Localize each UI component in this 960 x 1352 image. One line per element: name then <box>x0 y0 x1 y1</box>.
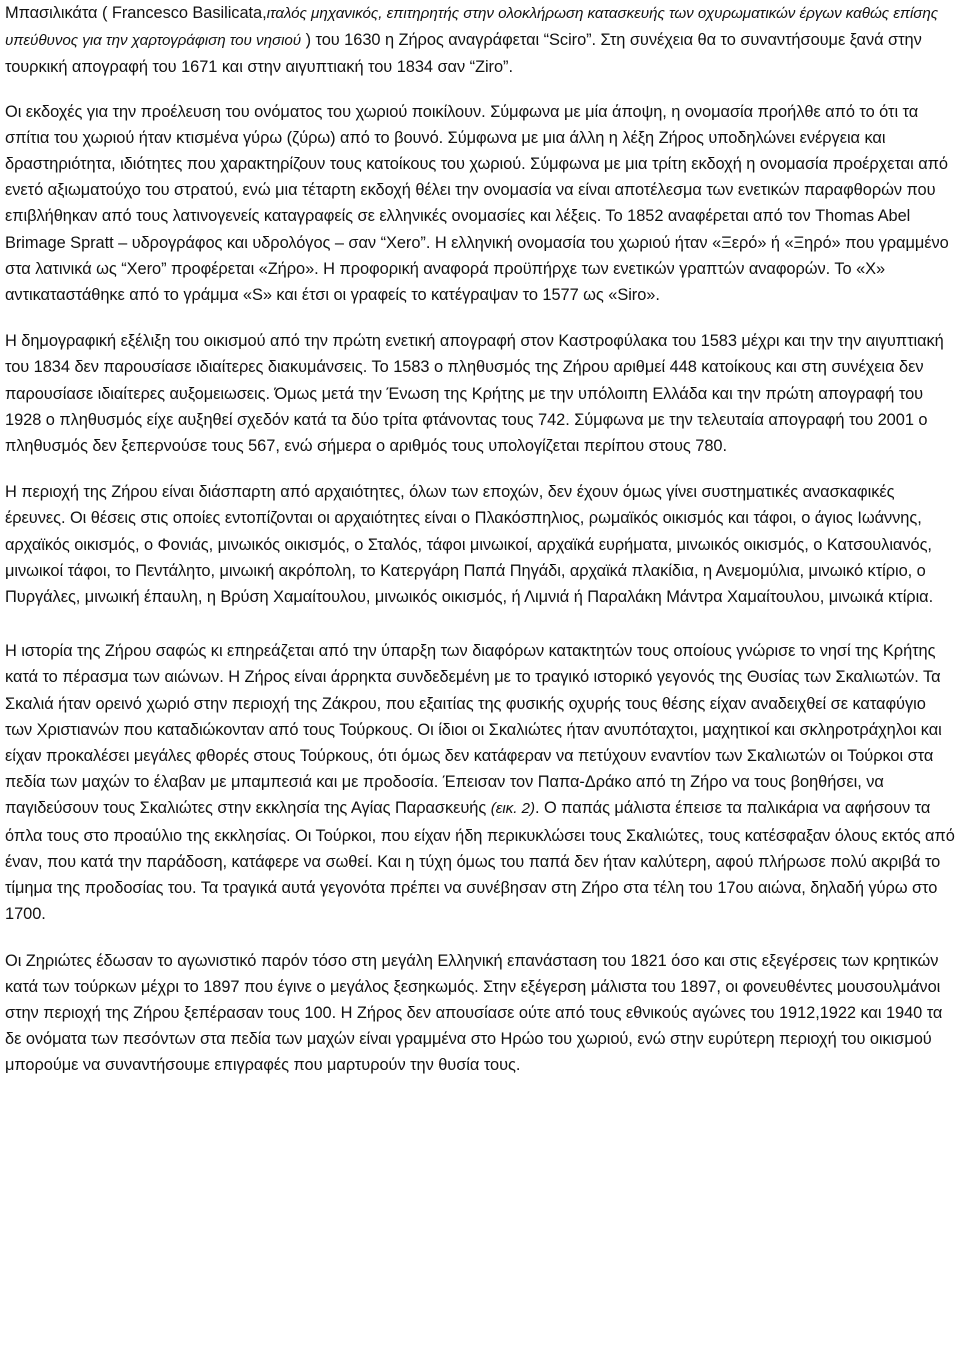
figure-reference: (εικ. 2) <box>490 800 535 818</box>
text-segment: Η ιστορία της Ζήρου σαφώς κι επηρεάζεται από την ύπαρξη των διαφόρων κατακτητών τους οποίους γνώρισε το νησί της Κρήτης κατά το πέρασμα των αιώνων. Η Ζήρος είναι άρρηκτα συνδεδεμένη με το τραγικό ιστορικό γεγονός της Θυσίας των Σκαλιωτών. Τα Σκαλιά ήταν ορεινό χωριό στην περιοχή της Ζάκρου, που εξαιτίας της φυσικής οχυρής τους θέσης είχαν αναδειχθεί σε καταφύγιο των Χριστιανών που καταδιώκονταν από τους Τούρκους. Οι ίδιοι οι Σκαλιώτες ήταν ανυπόταχτοι, μαχητικοί και σκληροτράχηλοι και είχαν προκαλέσει μεγάλες φθορές στους Τούρκους, ότι όμως δεν κατάφεραν να πετύχουν εναντίον των Σκαλιωτών οι Τούρκοι στα πεδία των μαχών το έλαβαν με μπαμπεσιά και με προδοσία. Έπεισαν τον Παπα-Δράκο από τη Ζήρο να τους βοηθήσει, να παγιδεύσουν τους Σκαλιώτες στην εκκλησία της Αγίας Παρασκευής <box>5 642 942 818</box>
paragraph-antiquities <box>5 479 955 610</box>
document-page <box>5 0 955 1079</box>
text-segment: Οι εκδοχές για την προέλευση του ονόματος του χωριού ποικίλουν. Σύμφωνα με μία άποψη, η ονομασία προήλθε από το ότι τα σπίτια του χωριού ήταν κτισμένα γύρω (ζύρω) από το βουνό. Σύμφωνα με μια άλλη η λέξη Ζήρος υποδηλώνει ενέργεια και δραστηριότητα, ιδιότητες που χαρακτηρίζουν τους κατοίκους του χωριού. Σύμφωνα με μια τρίτη εκδοχή η ονομασία προέρχεται από ενετό αξιωματούχο του στρατού, ενώ μια τέταρτη εκδοχή θέλει την ονομασία να είναι αποτέλεσμα των ενετικών παραφθορών που επιβλήθηκαν από τους λατινογενείς καταγραφείς σε ελληνικές ονομασίες και λέξεις. Το 1852 αναφέρεται από τον Thomas Abel Brimage Spratt – υδρογράφος και υδρολόγος – σαν “Xero”. Η ελληνική ονομασία του χωριού ήταν «Ξερό» ή «Ξηρό» που γραμμένο στα λατινικά ως “Xero” προφέρεται «Ζήρο». Η προφορική αναφορά προϋπήρχε των ενετικών γραπτών αναφορών. Το «Χ» αντικαταστάθηκε από το γράμμα «S» και έτσι οι γραφείς το κατέγραψαν το 1577 ως «Siro». <box>5 102 949 305</box>
text-segment: Η περιοχή της Ζήρου είναι διάσπαρτη από αρχαιότητες, όλων των εποχών, δεν έχουν όμως γίνει συστηματικές ανασκαφικές έρευνες. Οι θέσεις στις οποίες εντοπίζονται οι αρχαιότητες είναι ο Πλακόσπηλιος, ρωμαϊκός οικισμός και τάφοι, ο άγιος Ιωάννης, αρχαϊκός οικισμός, ο Φονιάς, μινωικός οικισμός, ο Σταλός, τάφοι μινωικοί, αρχαϊκά ευρήματα, μινωικός οικισμός, ο Κατσουλιανός, μινωικοί τάφοι, το Πεντάλητο, μινωική ακρόπολη, το Κατεργάρη Παπά Πηγάδι, αρχαϊκά πλακίδια, η Ανεμομύλια, μινωικό κτίριο, ο Πυργάλες, μινωική έπαυλη, η Βρύση Χαμαίτουλου, μινωικός οικισμός, ή Λιμνιά ή Παραλάκη Μάντρα Χαμαίτουλου, μινωικά κτίρια. <box>5 483 934 607</box>
paragraph-demographics <box>5 328 955 459</box>
text-segment: Οι Ζηριώτες έδωσαν το αγωνιστικό παρόν τόσο στη μεγάλη Ελληνική επανάσταση του 1821 όσο και στις εξεγέρσεις των κρητικών κατά των τούρκων μέχρι το 1897 που έγινε ο μεγάλος ξεσηκωμός. Στην εξέγερση μάλιστα του 1897, οι φονευθέντες μουσουλμάνοι στην περιοχή της Ζήρου ξεπέρασαν τους 100. Η Ζήρος δεν απουσίασε ούτε από τους εθνικούς αγώνες του 1912,1922 και 1940 τα δε ονόματα των πεσόντων στα πεδία των μαχών είναι γραμμένα στο Ηρώο του χωριού, ενώ στην ευρύτερη περιοχή του οικισμού μπορούμε να συναντήσουμε επιγραφές που μαρτυρούν την θυσία τους. <box>5 951 943 1075</box>
paragraph-struggles <box>5 948 955 1079</box>
paragraph-name-origin <box>5 99 955 309</box>
text-segment: Η δημογραφική εξέλιξη του οικισμού από την πρώτη ενετική απογραφή στον Καστροφύλακα του 1583 μέχρι και την την αιγυπτιακή του 1834 δεν παρουσίασε ιδιαίτερες διακυμάνσεις. Το 1583 ο πληθυσμός της Ζήρου αριθμεί 448 κατοίκους και στη συνέχεια δεν παρουσίασε ιδιαίτερες αυξομειωσεις. Όμως μετά την Ένωση της Κρήτης με την υπόλοιπη Ελλάδα και την πρώτη απογραφή του 1928 ο πληθυσμός είχε αυξηθεί σχεδόν κατά τα δύο τρίτα φτάνοντας τους 742. Σύμφωνα με την τελευταία απογραφή του 2001 ο πληθυσμός δεν ξεπερνούσε τους 567, ενώ σήμερα ο αριθμός τους υπολογίζεται περίπου στους 780. <box>5 332 944 456</box>
text-segment: ) του 1630 η Ζήρος αναγράφεται “Sciro”. Στη συνέχεια θα το συναντήσουμε ξανά στην τουρκική απογραφή του 1671 και στην αιγυπτιακή του 1834 σαν “Ziro”. <box>5 31 922 77</box>
paragraph-history <box>5 638 955 927</box>
paragraph-naming-sources <box>5 0 955 81</box>
text-segment: Μπασιλικάτα ( Francesco Basilicata, <box>5 4 267 22</box>
italic-note: ιταλός μηχανικός, επιτηρητής στην ολοκλήρωση κατασκευής των οχυρωματικών έργων καθώς επίσης υπεύθυνος για την χαρτογράφιση του νησιού <box>5 5 939 50</box>
text-segment: . Ο παπάς μάλιστα έπεισε τα παλικάρια να αφήσουν τα όπλα τους στο προαύλιο της εκκλησίας. Οι Τούρκοι, που είχαν ήδη περικυκλώσει τους Σκαλιώτες, τους κατέσφαξαν όλους εκτός από έναν, που κατά την παράδοση, κατάφερε να σωθεί. Και η τύχη όμως του παπά δεν ήταν καλύτερη, αφού πλήρωσε πολύ ακριβά το τίμημα της προδοσίας του. Τα τραγικά αυτά γεγονότα πρέπει να συνέβησαν στη Ζήρο στα τέλη του 17ου αιώνα, δηλαδή γύρω στο 1700. <box>5 799 955 924</box>
